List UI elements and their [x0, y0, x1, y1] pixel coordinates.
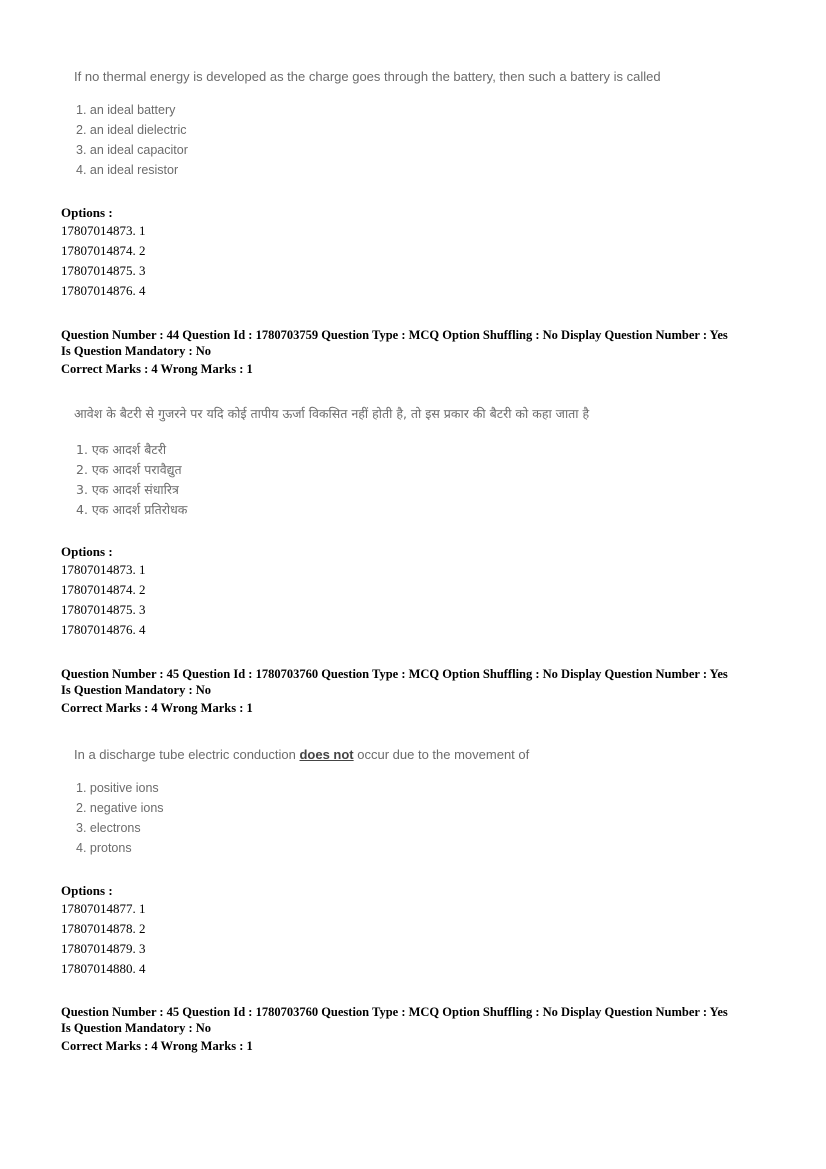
question-stem	[74, 747, 529, 762]
options-block	[61, 205, 261, 300]
question-image-discharge-en	[74, 747, 754, 862]
option-line: 17807014876. 4	[61, 622, 146, 637]
option-line: 17807014880. 4	[61, 961, 146, 976]
question-stem: If no thermal energy is developed as the charge goes through the battery, then such a battery is called	[74, 69, 661, 84]
option-line: 17807014875. 3	[61, 602, 146, 617]
question-choice-2: 2. एक आदर्श परावैद्युत	[76, 462, 182, 477]
option-line: 17807014875. 3	[61, 263, 146, 278]
question-stem: आवेश के बैटरी से गुजरने पर यदि कोई तापीय ऊर्जा विकसित नहीं होती है, तो इस प्रकार की बैटरी को कहा जाता है	[74, 406, 590, 421]
question-choice-4: 4. protons	[76, 841, 132, 855]
question-choice-3: 3. electrons	[76, 821, 141, 835]
question-choice-1: 1. एक आदर्श बैटरी	[76, 442, 167, 457]
question-mandatory-line: Is Question Mandatory : No	[61, 683, 212, 697]
question-choice-1: 1. an ideal battery	[76, 103, 176, 117]
question-choice-4: 4. एक आदर्श प्रतिरोधक	[76, 502, 188, 517]
question-image-battery-en	[74, 69, 754, 184]
question-choice-1: 1. positive ions	[76, 781, 159, 795]
question-meta	[61, 327, 781, 377]
question-choice-3: 3. an ideal capacitor	[76, 143, 188, 157]
question-choice-4: 4. an ideal resistor	[76, 163, 179, 177]
option-line: 17807014876. 4	[61, 283, 146, 298]
question-stem-after: occur due to the movement of	[353, 747, 530, 762]
option-line: 17807014874. 2	[61, 243, 146, 258]
question-marks-line: Correct Marks : 4 Wrong Marks : 1	[61, 701, 253, 715]
question-meta	[61, 1004, 781, 1054]
options-block	[61, 883, 261, 978]
question-choice-3: 3. एक आदर्श संधारित्र	[76, 482, 179, 497]
options-heading: Options :	[61, 544, 113, 559]
option-line: 17807014877. 1	[61, 901, 146, 916]
question-mandatory-line: Is Question Mandatory : No	[61, 344, 212, 358]
question-meta	[61, 666, 781, 716]
options-heading: Options :	[61, 205, 113, 220]
option-line: 17807014879. 3	[61, 941, 146, 956]
question-mandatory-line: Is Question Mandatory : No	[61, 1021, 212, 1035]
option-line: 17807014878. 2	[61, 921, 146, 936]
options-heading: Options :	[61, 883, 113, 898]
question-stem-before: In a discharge tube electric conduction	[74, 747, 300, 762]
options-block	[61, 544, 261, 639]
question-marks-line: Correct Marks : 4 Wrong Marks : 1	[61, 362, 253, 376]
question-stem-emphasis: does not	[299, 747, 354, 762]
question-meta-line: Question Number : 45 Question Id : 1780703760 Question Type : MCQ Option Shuffling : No Display Question Number : Yes	[61, 667, 728, 681]
question-image-battery-hi	[74, 405, 754, 520]
question-choice-2: 2. negative ions	[76, 801, 164, 815]
option-line: 17807014873. 1	[61, 562, 146, 577]
option-line: 17807014874. 2	[61, 582, 146, 597]
question-meta-line: Question Number : 44 Question Id : 1780703759 Question Type : MCQ Option Shuffling : No Display Question Number : Yes	[61, 328, 728, 342]
question-choice-2: 2. an ideal dielectric	[76, 123, 187, 137]
question-marks-line: Correct Marks : 4 Wrong Marks : 1	[61, 1039, 253, 1053]
option-line: 17807014873. 1	[61, 223, 146, 238]
question-meta-line: Question Number : 45 Question Id : 1780703760 Question Type : MCQ Option Shuffling : No Display Question Number : Yes	[61, 1005, 728, 1019]
